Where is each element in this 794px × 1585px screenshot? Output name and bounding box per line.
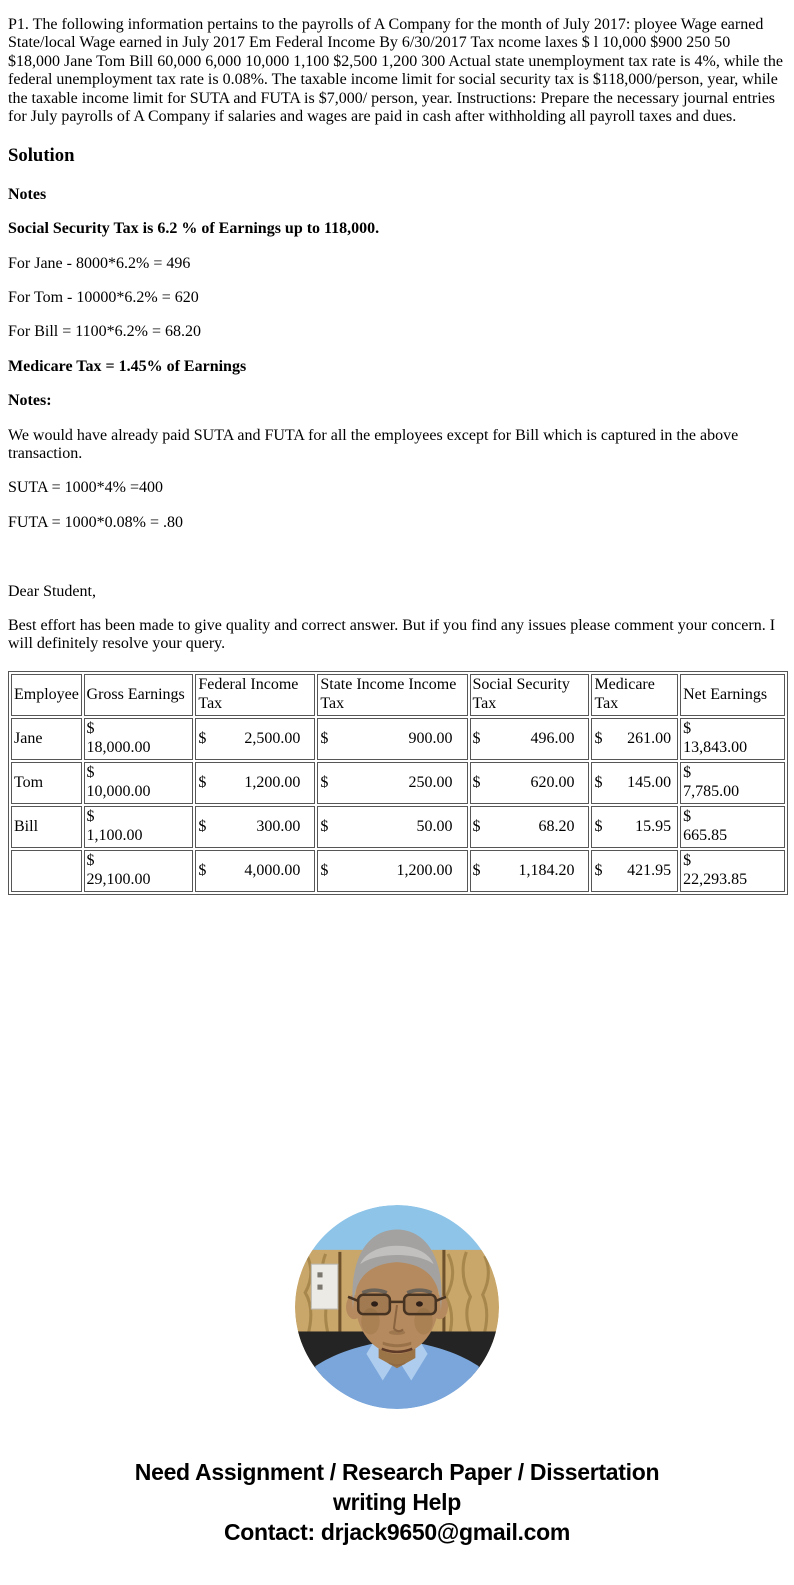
medicare-note: Medicare Tax = 1.45% of Earnings [8,357,247,375]
currency-symbol: $ [198,729,207,747]
cell-social: $ 496.00 [470,718,590,760]
currency-symbol: $ [472,773,481,791]
footer-help-line-1: Need Assignment / Research Paper / Dissertation [134,1458,660,1485]
notes-heading: Notes [8,185,47,203]
calc-suta: SUTA = 1000*4% =400 [8,479,163,497]
cell-federal: $ 1,200.00 [195,762,315,804]
cell-state: $ 250.00 [317,762,467,804]
closing-paragraph: Best effort has been made to give quality and correct answer. But if you find any issues please comment your concern. I will definitely resolve your query. [8,616,776,653]
cell-employee: Bill [11,806,82,848]
salutation: Dear Student, [8,582,96,600]
currency-symbol: $ [683,808,692,826]
currency-symbol: $ [320,773,329,791]
footer-contact-line: Contact: drjack9650@gmail.com [223,1518,571,1545]
cell-state: $ 1,200.00 [317,850,467,892]
cell-federal: $ 2,500.00 [195,718,315,760]
cell-state: $ 900.00 [317,718,467,760]
cell-gross: $ 29,100.00 [84,850,194,892]
currency-symbol: $ [198,773,207,791]
table-row [11,762,785,804]
cell-net: $ 13,843.00 [680,718,785,760]
currency-symbol: $ [594,861,603,879]
cell-social: $ 1,184.20 [470,850,590,892]
cell-employee: Tom [11,762,82,804]
cell-federal: $ 300.00 [195,806,315,848]
header-net-earnings: Net Earnings [680,674,785,716]
calc-jane: For Jane - 8000*6.2% = 496 [8,254,191,272]
calc-tom: For Tom - 10000*6.2% = 620 [8,289,199,307]
tutor-photo [295,1205,499,1409]
cell-net: $ 22,293.85 [680,850,785,892]
currency-symbol: $ [472,729,481,747]
currency-symbol: $ [198,817,207,835]
table-total-row [11,850,785,892]
currency-symbol: $ [472,817,481,835]
cell-gross: $ 18,000.00 [84,718,194,760]
switch-panel [311,1264,338,1309]
cell-employee [11,850,82,892]
currency-symbol: $ [683,852,692,870]
problem-paragraph: P1. The following information pertains to the payrolls of A Company for the month of July 2017: ployee Wage earned State/local Wage earned in July 2017 Em Federal Income By 6/30/2017 Tax ncome laxes $ l 10,000 $900 250 50 $18,000 Jane Tom Bill 60,000 6,000 10,000 1,100 $2,500 1,200 300 Actual state unemployment tax rate is 4%, while the federal unemployment tax rate is 0.08%. The taxable income limit for social security tax is $118,000/person, year, while the taxable income limit for SUTA and FUTA is $7,000/ person, year. Instructions: Prepare the necessary journal entries for July payrolls of A Company if salaries and wages are paid in cash after withholding all payroll taxes and dues. [8,16,783,125]
currency-symbol: $ [86,720,95,738]
currency-symbol: $ [594,729,603,747]
footer-banner [8,1457,786,1547]
currency-symbol: $ [86,852,95,870]
calc-bill: For Bill = 1100*6.2% = 68.20 [8,323,202,341]
nostril-shadow [389,1330,405,1335]
footer-help-line-2: writing Help [332,1488,461,1515]
cell-net: $ 665.85 [680,806,785,848]
currency-symbol: $ [320,817,329,835]
currency-symbol: $ [86,808,95,826]
social-security-note: Social Security Tax is 6.2 % of Earnings up to 118,000. [8,220,380,238]
eye-left [371,1301,378,1306]
table-header-row [11,674,785,716]
cell-medicare: $ 421.95 [591,850,678,892]
cell-net: $ 7,785.00 [680,762,785,804]
cell-medicare: $ 145.00 [591,762,678,804]
blank-line [8,548,786,566]
notes2-heading: Notes: [8,392,52,410]
header-gross-earnings: Gross Earnings [84,674,194,716]
cell-gross: $ 10,000.00 [84,762,194,804]
solution-heading: Solution [8,145,75,167]
currency-symbol: $ [683,720,692,738]
cell-social: $ 68.20 [470,806,590,848]
header-employee: Employee [11,674,82,716]
cell-employee: Jane [11,718,82,760]
currency-symbol: $ [683,764,692,782]
table-row [11,806,785,848]
cell-gross: $ 1,100.00 [84,806,194,848]
cell-medicare: $ 261.00 [591,718,678,760]
calc-futa: FUTA = 1000*0.08% = .80 [8,513,183,531]
suta-futa-paragraph: We would have already paid SUTA and FUTA for all the employees except for Bill which is captured in the above transaction. [8,426,739,462]
payroll-table [8,671,788,895]
header-state-income-tax: State Income Income Tax [317,674,467,716]
header-social-security-tax: Social Security Tax [470,674,590,716]
header-medicare-tax: Medicare Tax [591,674,678,716]
currency-symbol: $ [594,773,603,791]
header-federal-income-tax: Federal Income Tax [195,674,315,716]
currency-symbol: $ [472,861,481,879]
cell-social: $ 620.00 [470,762,590,804]
currency-symbol: $ [594,817,603,835]
eye-right [416,1301,423,1306]
currency-symbol: $ [86,764,95,782]
cell-federal: $ 4,000.00 [195,850,315,892]
table-row [11,718,785,760]
currency-symbol: $ [320,729,329,747]
cell-state: $ 50.00 [317,806,467,848]
currency-symbol: $ [198,861,207,879]
currency-symbol: $ [320,861,329,879]
cell-medicare: $ 15.95 [591,806,678,848]
